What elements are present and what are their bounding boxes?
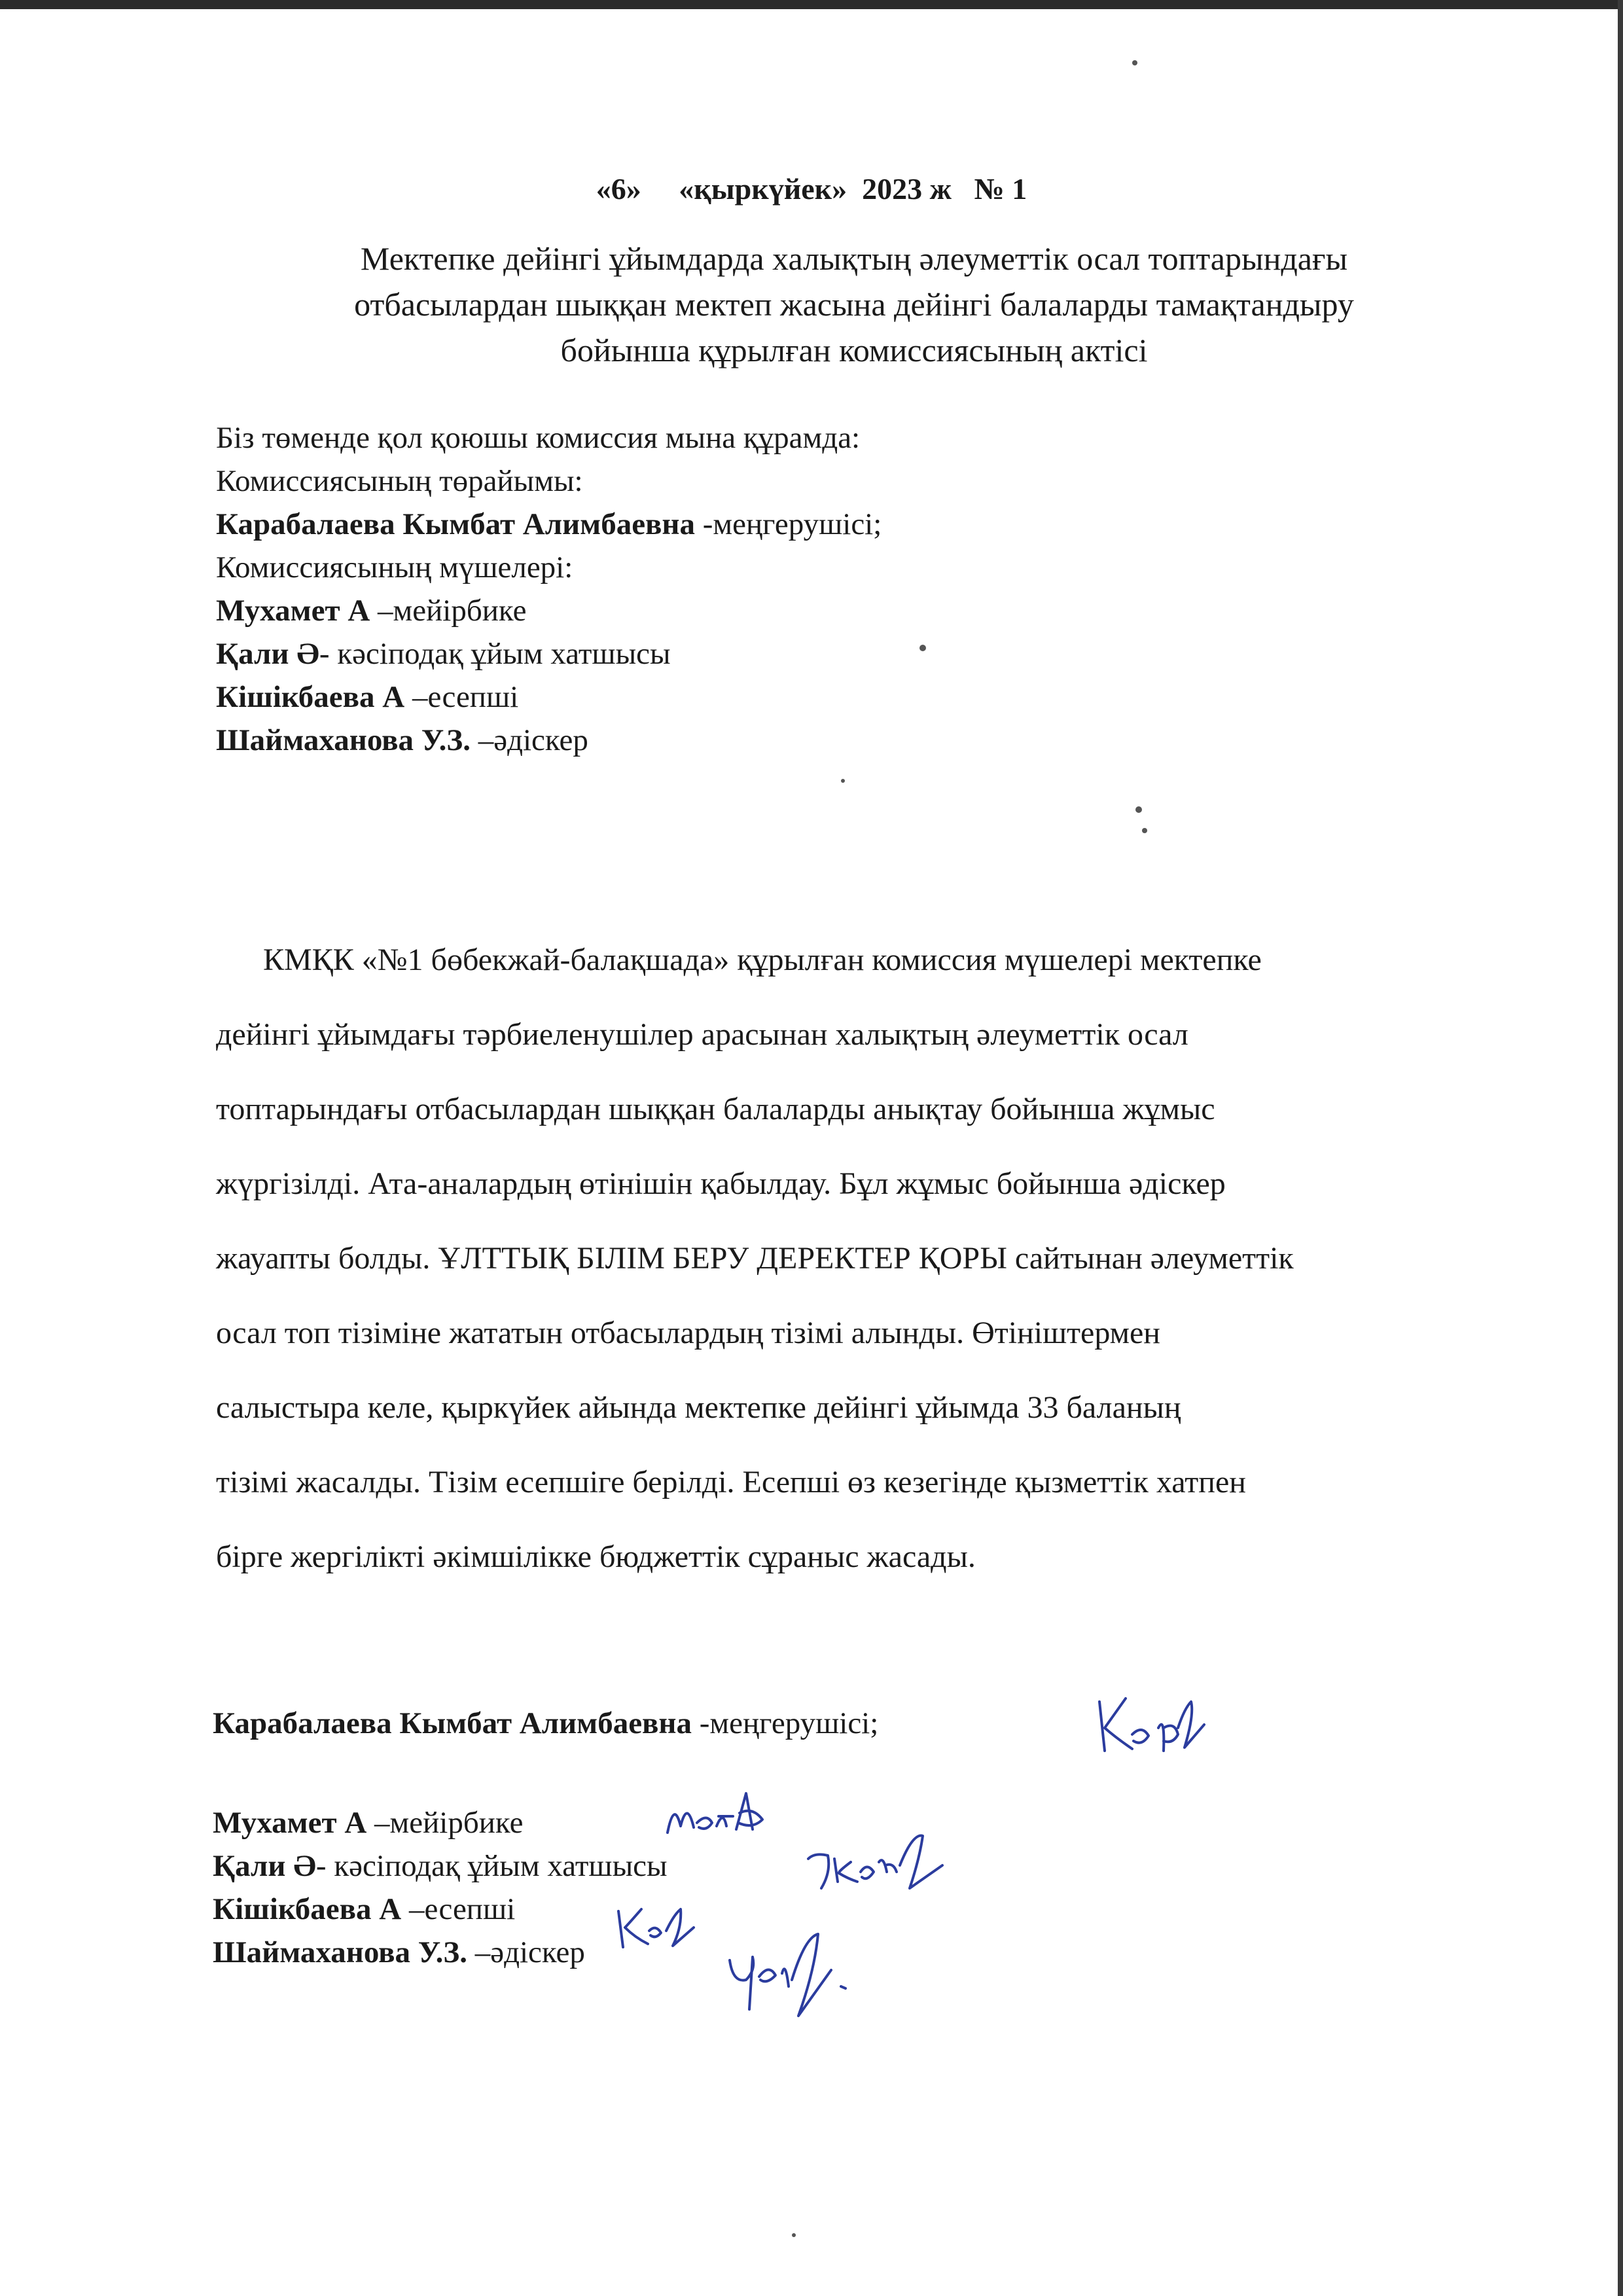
member-name: Кішікбаева А [213, 1892, 402, 1926]
chair-name: Карабалаева Кымбат Алимбаевна [216, 507, 696, 541]
member-entry [216, 632, 882, 675]
body-line: бірге жергілікті әкімшілікке бюджеттік сұраныс жасады. [216, 1539, 976, 1574]
title-line: Мектепке дейінгі ұйымдарда халықтың әлеуметтік осал топтарындағы [360, 240, 1348, 277]
member-name: Шаймаханова У.З. [216, 723, 471, 757]
scan-speck [1142, 828, 1147, 833]
member-name: Мухамет А [216, 594, 370, 628]
body-line: жауапты болды. ҰЛТТЫҚ БІЛІМ БЕРУ ДЕРЕКТЕР ҚОРЫ сайтынан әлеуметтік [216, 1241, 1294, 1276]
member-role: –есепші [401, 1892, 516, 1926]
chair-name: Карабалаева Кымбат Алимбаевна [213, 1706, 692, 1740]
chair-role: -меңгерушісі; [692, 1706, 879, 1740]
body-line: топтарындағы отбасылардан шыққан балаларды анықтау бойынша жұмыс [216, 1092, 1215, 1126]
body-line: жүргізілді. Ата-аналардың өтінішін қабылдау. Бұл жұмыс бойынша әдіскер [216, 1166, 1226, 1201]
methodologist-handwritten-signature [720, 1924, 864, 2022]
scan-speck [1135, 806, 1142, 813]
nurse-handwritten-signature [661, 1787, 772, 1846]
body-line: КМҚК «№1 бөбекжай-балақшада» құрылған комиссия мүшелері мектепке [216, 942, 1262, 977]
chair-heading: Комиссиясының төрайымы: [216, 464, 583, 498]
member-signature-entry [213, 1844, 878, 1888]
act-body-paragraph [216, 923, 1294, 1594]
member-name: Кішікбаева А [216, 680, 405, 714]
title-line: отбасылардан шыққан мектеп жасына дейінгі балаларды тамақтандыру [354, 286, 1354, 323]
member-name: Шаймаханова У.З. [213, 1935, 467, 1969]
member-name: Мухамет А [213, 1806, 367, 1840]
body-line: дейінгі ұйымдағы тәрбиеленушілер арасынан халықтың әлеуметтік осал [216, 1017, 1188, 1052]
member-role: –мейірбике [370, 594, 527, 628]
member-role: –әдіскер [467, 1935, 585, 1969]
member-name: Қали Ә [213, 1849, 316, 1883]
member-role: –есепші [404, 680, 519, 714]
union-secretary-handwritten-signature [802, 1826, 952, 1898]
chair-role: -меңгерушісі; [695, 507, 882, 541]
chair-entry [216, 503, 882, 546]
scan-speck [841, 779, 845, 783]
member-name: Қали Ә [216, 637, 319, 671]
member-role: - кәсіподақ ұйым хатшысы [315, 1849, 668, 1883]
chair-handwritten-signature [1086, 1689, 1217, 1761]
member-entry [216, 675, 882, 719]
body-line: салыстыра келе, қыркүйек айында мектепке дейінгі ұйымда 33 баланың [216, 1390, 1181, 1425]
member-entry [216, 589, 882, 632]
scan-speck [919, 645, 926, 651]
member-entry [216, 719, 882, 762]
commission-composition [216, 416, 882, 762]
document-date-number: «6» «қыркүйек» 2023 ж № 1 [596, 172, 1027, 206]
member-signature-entry [213, 1801, 878, 1844]
scan-speck [792, 2233, 796, 2237]
scan-speck [1132, 60, 1137, 65]
chair-signature-entry [213, 1702, 878, 1745]
document-title [249, 236, 1459, 373]
members-heading: Комиссиясының мүшелері: [216, 550, 573, 584]
body-line: тізімі жасалды. Тізім есепшіге берілді. Есепші өз кезегінде қызметтік хатпен [216, 1465, 1246, 1499]
scan-top-edge [0, 0, 1623, 9]
member-role: –мейірбике [366, 1806, 524, 1840]
accountant-handwritten-signature [609, 1901, 700, 1954]
scan-right-edge [1618, 0, 1623, 2296]
member-role: –әдіскер [470, 723, 588, 757]
title-line: бойынша құрылған комиссиясының актісі [560, 332, 1148, 368]
member-role: - кәсіподақ ұйым хатшысы [319, 637, 671, 671]
body-line: осал топ тізіміне жататын отбасылардың тізімі алынды. Өтініштермен [216, 1316, 1160, 1350]
intro-line: Біз төменде қол қоюшы комиссия мына құрамда: [216, 421, 861, 455]
